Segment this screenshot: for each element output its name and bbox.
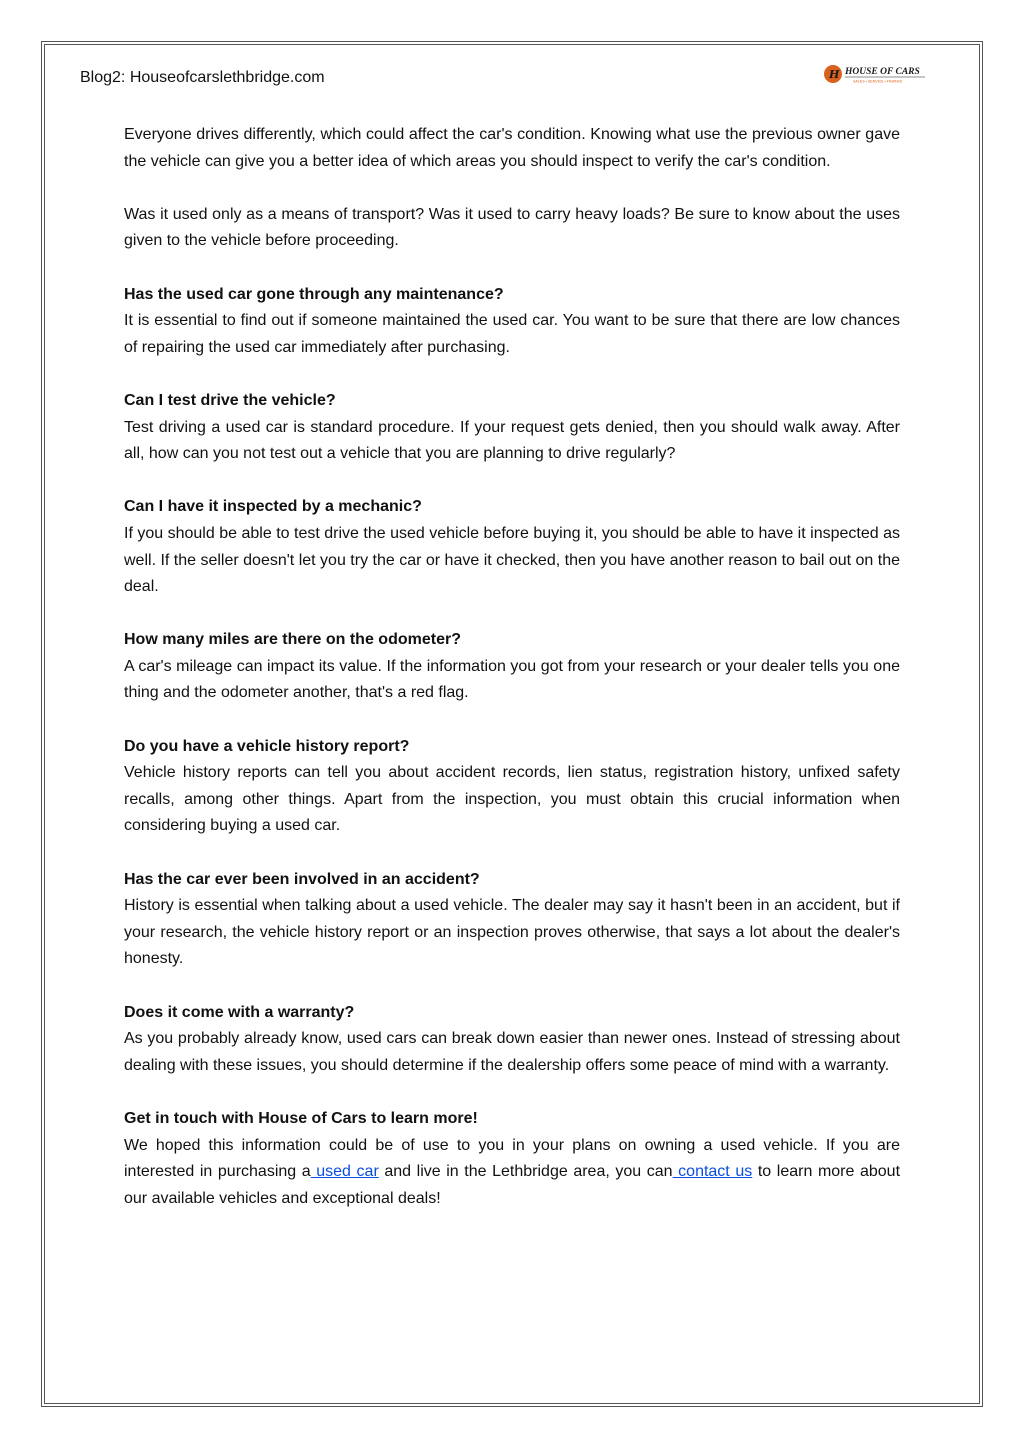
section-heading: Has the car ever been involved in an accident?	[124, 870, 480, 888]
section-heading: Can I have it inspected by a mechanic?	[124, 498, 422, 516]
section-accident	[124, 867, 900, 973]
closing-paragraph	[124, 1133, 900, 1213]
article-body	[124, 122, 900, 1239]
section-mechanic-inspection	[124, 494, 900, 600]
section-heading: Can I test drive the vehicle?	[124, 391, 336, 409]
section-paragraph: A car's mileage can impact its value. If the information you got from your research or your dealer tells you one thing and the odometer another, that's a red flag.	[124, 657, 900, 702]
section-odometer	[124, 627, 900, 707]
section-paragraph: As you probably already know, used cars can break down easier than newer ones. Instead of stressing about dealing with these issues, you should determine if the dealership offers some peace of mind with a warranty.	[124, 1030, 900, 1074]
section-test-drive	[124, 388, 900, 468]
section-heading: Do you have a vehicle history report?	[124, 737, 410, 755]
section-warranty	[124, 1000, 900, 1080]
section-paragraph: If you should be able to test drive the used vehicle before buying it, you should be able to have it inspected as well. If the seller doesn't let you try the car or have it checked, then you have another reason to bail out on the deal.	[124, 524, 900, 596]
logo-wordmark: HOUSE OF CARS	[845, 67, 920, 77]
section-heading: Does it come with a warranty?	[124, 1003, 355, 1021]
closing-text-3: to learn more about our available vehicles and exceptional deals!	[124, 1163, 901, 1207]
used-car-link[interactable]: used car	[310, 1163, 379, 1181]
section-paragraph: It is essential to find out if someone maintained the used car. You want to be sure that there are low chances of repairing the used car immediately after purchasing.	[124, 312, 900, 356]
section-contact	[124, 1106, 900, 1212]
closing-text-2: and live in the Lethbridge area, you can	[378, 1163, 673, 1181]
section-heading: How many miles are there on the odometer?	[124, 631, 461, 649]
section-paragraph: History is essential when talking about a used vehicle. The dealer may say it hasn't been in an accident, but if your research, the vehicle history report or an inspection proves otherwise, that says a lot about the dealer's honesty.	[124, 897, 900, 968]
document-header: Blog2: Houseofcarslethbridge.com	[80, 69, 325, 86]
svg-text:H: H	[829, 68, 840, 81]
contact-us-link[interactable]: contact us	[672, 1163, 753, 1181]
section-maintenance	[124, 282, 900, 362]
section-heading: Has the used car gone through any maintenance?	[124, 285, 504, 303]
section-history-report	[124, 734, 900, 840]
section-paragraph: Test driving a used car is standard procedure. If your request gets denied, then you should walk away. After all, how can you not test out a vehicle that you are planning to drive regularly?	[124, 418, 900, 463]
logo-tagline: SALES • SERVICE • FINANCE	[853, 79, 903, 84]
intro-paragraph-2: Was it used only as a means of transport? Was it used to carry heavy loads? Be sure to know about the uses given to the vehicle before proceeding.	[124, 205, 900, 250]
house-of-cars-logo	[823, 63, 927, 85]
section-paragraph: Vehicle history reports can tell you about accident records, lien status, registration history, unfixed safety recalls, among other things. Apart from the inspection, you must obtain this crucial information when considering buying a used car.	[124, 764, 900, 835]
closing-heading: Get in touch with House of Cars to learn more!	[124, 1109, 478, 1127]
closing-text-1: We hoped this information could be of use to you in your plans on owning a used vehicle. If you are interested in purchasing a	[124, 1136, 900, 1181]
intro-paragraph-1: Everyone drives differently, which could affect the car's condition. Knowing what use the previous owner gave the vehicle can give you a better idea of which areas you should inspect to verify the car's condition.	[124, 126, 900, 170]
